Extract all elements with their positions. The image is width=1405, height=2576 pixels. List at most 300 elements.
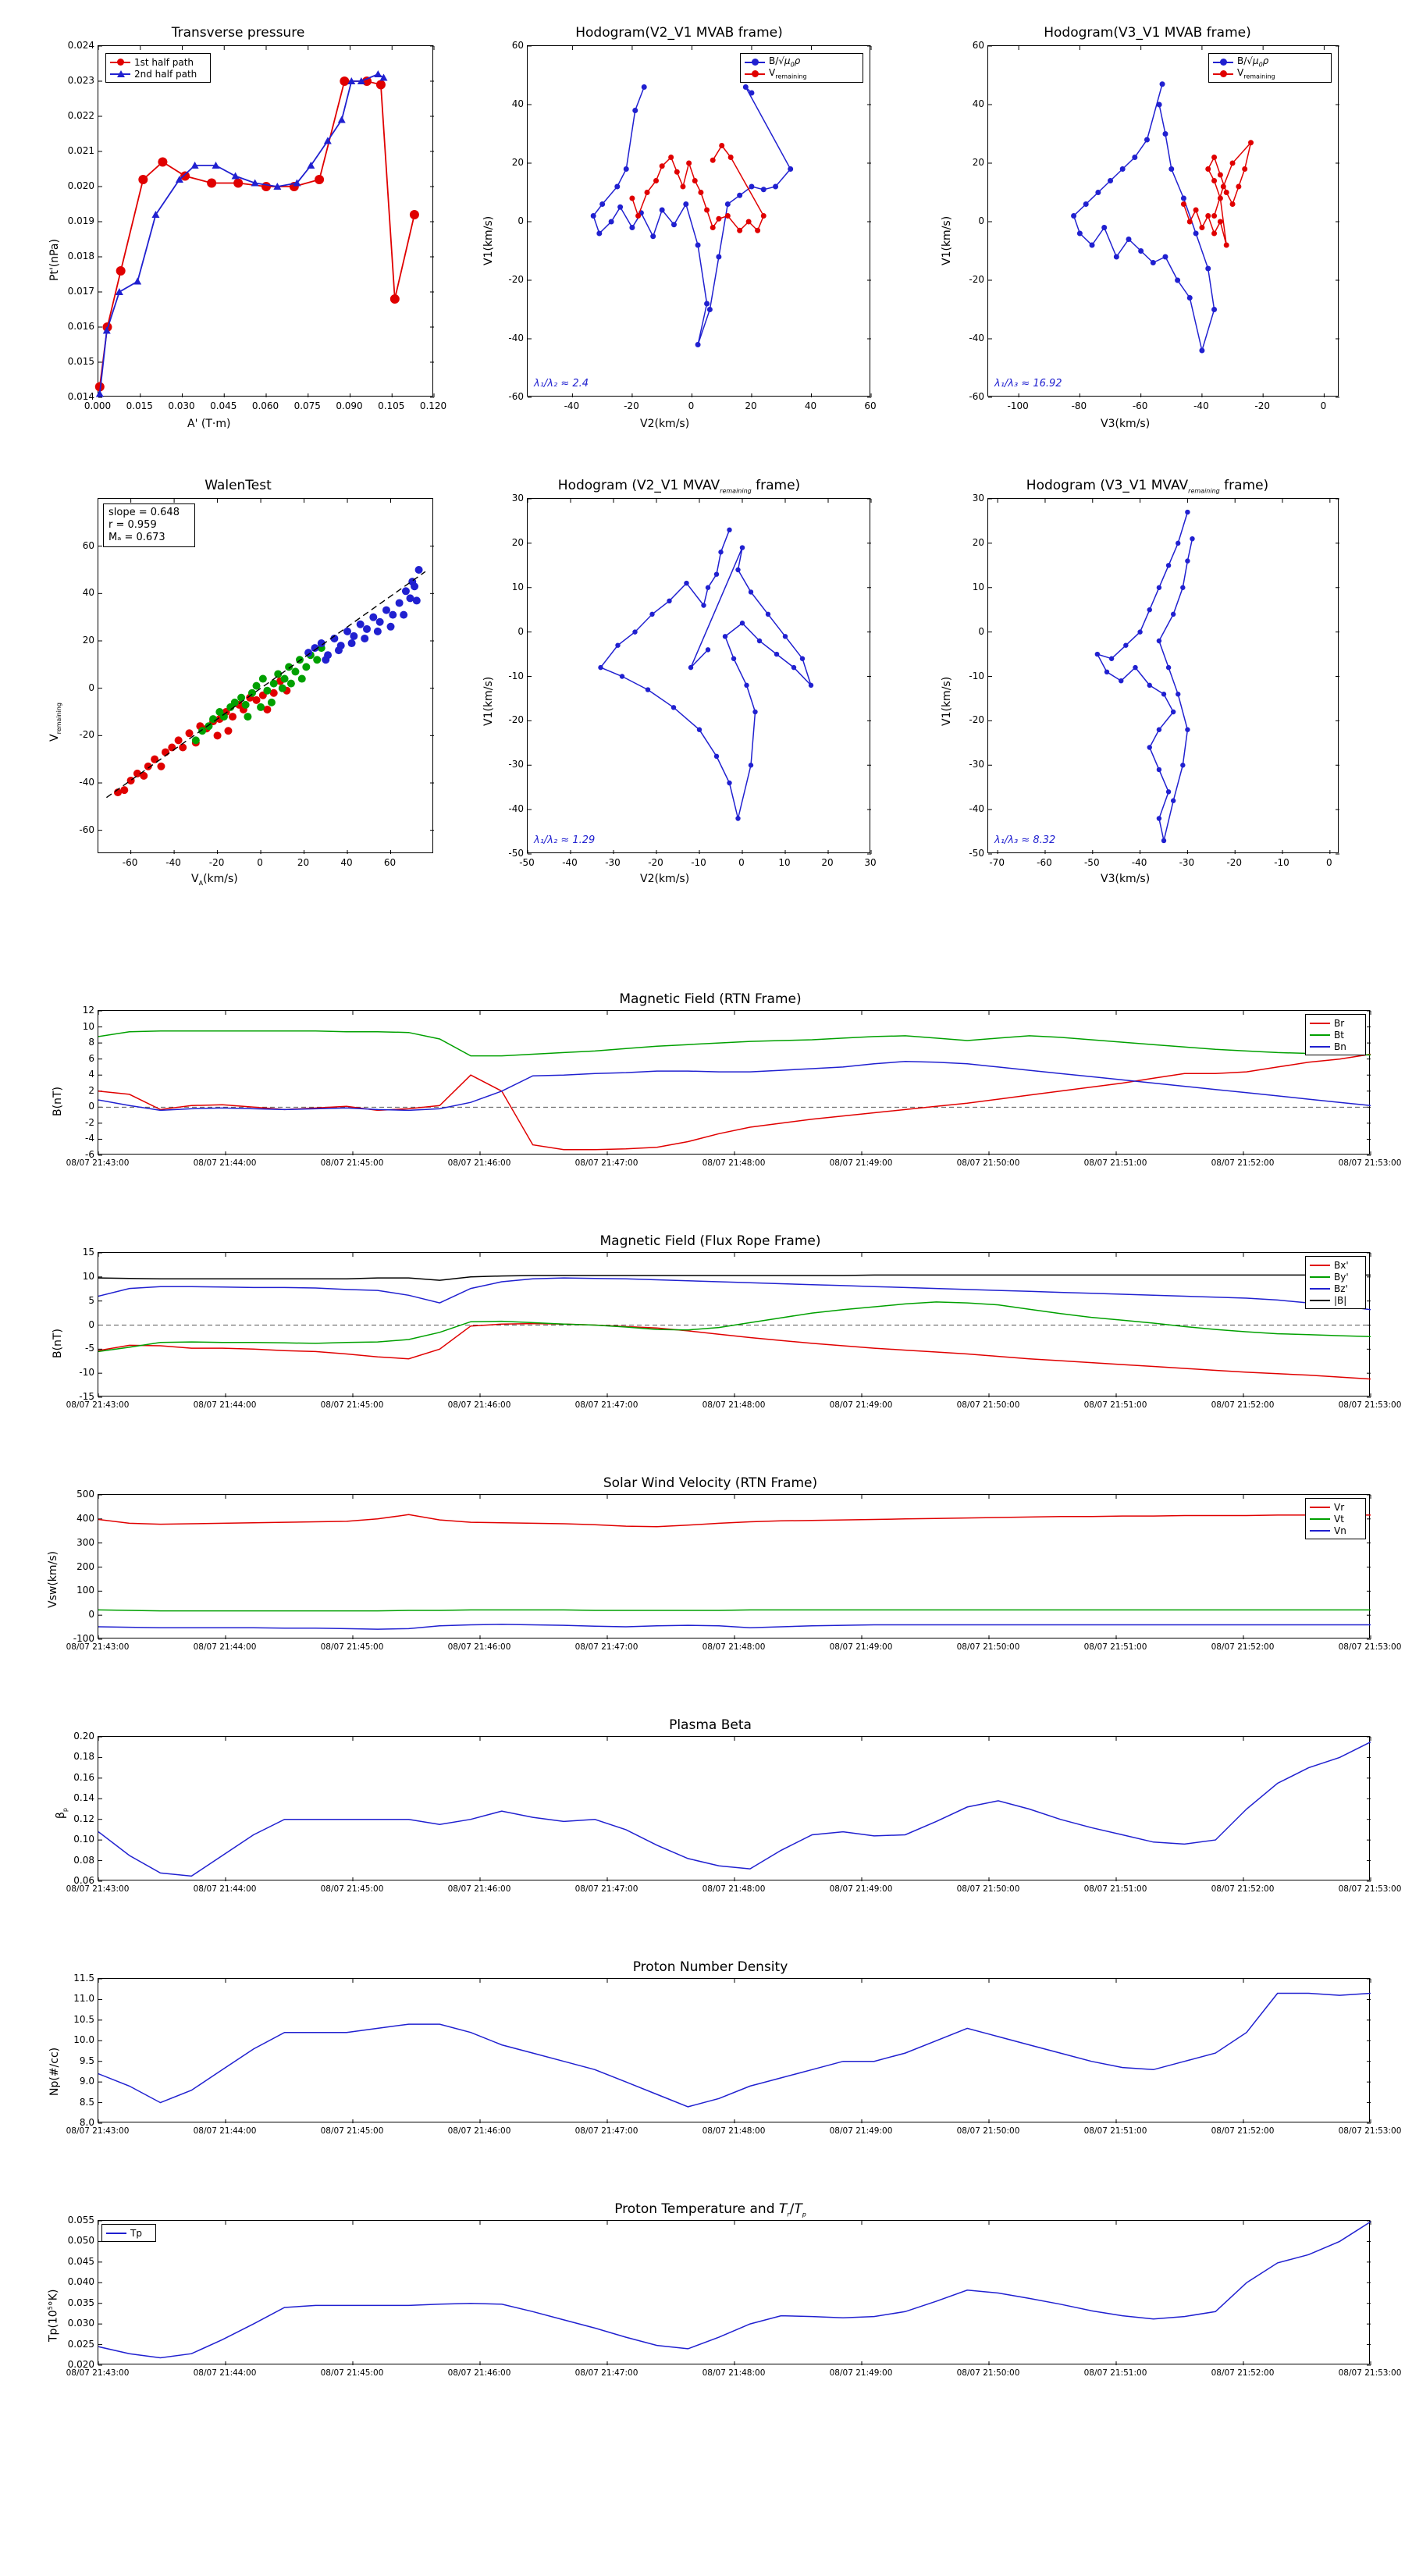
x-tick-label: 08/07 21:48:00 (702, 1400, 766, 1410)
chart-title: Proton Number Density (632, 1959, 788, 1975)
x-tick-label: 08/07 21:46:00 (447, 1158, 511, 1168)
y-tick-label: 10.0 (73, 2034, 94, 2046)
y-axis-label: V1(km/s) (941, 215, 953, 265)
y-tick-label: 0.016 (67, 321, 94, 332)
y-tick-label: 0.035 (67, 2297, 94, 2308)
plot-svg (98, 46, 434, 397)
y-tick-label: -20 (508, 274, 524, 285)
legend-label: Bx' (1334, 1259, 1349, 1271)
y-tick-label: 0 (88, 1101, 94, 1112)
y-tick-label: 9.5 (79, 2055, 94, 2066)
legend-item (1310, 1259, 1361, 1271)
fit-correlation: r = 0.959 (108, 519, 157, 531)
legend-item (1310, 1501, 1361, 1513)
y-tick-label: 0 (978, 215, 984, 226)
y-tick-label: 0.08 (73, 1854, 94, 1866)
chart-title: Magnetic Field (Flux Rope Frame) (599, 1233, 821, 1249)
x-tick-label: 08/07 21:52:00 (1211, 1400, 1275, 1410)
x-tick-label: 0.120 (419, 400, 447, 411)
x-tick-label: 08/07 21:44:00 (193, 1400, 257, 1410)
y-tick-label: -10 (969, 670, 984, 681)
x-tick-label: 0.075 (293, 400, 321, 411)
y-tick-label: -60 (969, 391, 984, 402)
chart-title: Proton Temperature and $T_r/T_p$ (614, 2201, 806, 2218)
x-tick-label: 08/07 21:53:00 (1338, 1400, 1402, 1410)
x-tick-label: 08/07 21:43:00 (66, 1400, 130, 1410)
x-tick-label: 08/07 21:49:00 (829, 1400, 893, 1410)
chart-title: Solar Wind Velocity (RTN Frame) (603, 1475, 818, 1491)
legend-label: $B/√\mu_0\rho$ (769, 55, 801, 69)
x-tick-label: -100 (1007, 400, 1029, 411)
plot-area (98, 1978, 1370, 2122)
legend-item (1213, 68, 1327, 80)
y-tick-label: 0.022 (67, 110, 94, 121)
x-tick-label: 08/07 21:50:00 (956, 1884, 1020, 1894)
x-tick-label: 08/07 21:52:00 (1211, 2126, 1275, 2136)
plot-area (527, 498, 870, 853)
y-tick-label: 0.040 (67, 2276, 94, 2288)
x-tick-label: 08/07 21:50:00 (956, 1158, 1020, 1168)
y-tick-label: -2 (85, 1116, 94, 1128)
y-tick-label: 0.06 (73, 1875, 94, 1886)
y-tick-label: -40 (508, 333, 524, 343)
legend-item (1310, 1294, 1361, 1306)
y-axis-label: B(nT) (52, 1329, 64, 1358)
legend-label: Bt (1334, 1029, 1344, 1041)
y-tick-label: -4 (85, 1133, 94, 1144)
legend-label: Vt (1334, 1513, 1344, 1525)
x-tick-label: 08/07 21:53:00 (1338, 2368, 1402, 2378)
x-tick-label: 08/07 21:51:00 (1083, 1158, 1147, 1168)
x-tick-label: 08/07 21:47:00 (574, 1400, 638, 1410)
legend-item (110, 68, 206, 80)
y-tick-label: 0 (88, 681, 94, 693)
plot-area (98, 2220, 1370, 2364)
x-tick-label: -30 (605, 857, 621, 868)
x-tick-label: 0.015 (126, 400, 153, 411)
x-axis-label: V2(km/s) (640, 418, 690, 430)
plot-area (527, 45, 870, 397)
y-tick-label: -40 (79, 777, 94, 788)
x-tick-label: 08/07 21:53:00 (1338, 2126, 1402, 2136)
legend-item (745, 56, 859, 68)
chart-title: Magnetic Field (RTN Frame) (619, 991, 802, 1007)
chart-hodogram-v2v1-mvab (468, 23, 890, 429)
x-tick-label: -20 (624, 400, 639, 411)
chart-title: Hodogram (V2_V1 $MVAV_{remaining}$ frame) (557, 478, 801, 495)
y-tick-label: 100 (76, 1585, 94, 1596)
x-tick-label: 0.045 (210, 400, 237, 411)
legend (1208, 53, 1332, 83)
x-tick-label: -20 (1226, 857, 1243, 868)
chart-magnetic-field-rtn (31, 991, 1402, 1194)
y-tick-label: 8.0 (79, 2117, 94, 2128)
chart-walen-test (31, 476, 445, 890)
x-tick-label: 08/07 21:48:00 (702, 1884, 766, 1894)
y-tick-label: -60 (508, 391, 524, 402)
chart-hodogram-v3v1-mvav (921, 476, 1374, 890)
chart-title: Hodogram (V3_V1 $MVAV_{remaining}$ frame) (1026, 478, 1269, 495)
chart-solar-wind-velocity-rtn (31, 1475, 1402, 1678)
y-tick-label: 5 (88, 1294, 94, 1306)
x-axis-label: V2(km/s) (640, 873, 690, 885)
y-tick-label: -6 (85, 1149, 94, 1160)
x-tick-label: 08/07 21:49:00 (829, 1884, 893, 1894)
y-tick-label: 10 (972, 581, 984, 592)
x-tick-label: -60 (1037, 857, 1052, 868)
x-tick-label: 08/07 21:49:00 (829, 1158, 893, 1168)
y-tick-label: 0 (518, 215, 524, 226)
y-axis-label: $V_{remaining}$ (48, 703, 62, 742)
x-tick-label: 08/07 21:44:00 (193, 1642, 257, 1652)
y-tick-label: 0.024 (67, 40, 94, 51)
plot-area (987, 45, 1339, 397)
y-tick-label: 400 (76, 1512, 94, 1524)
y-tick-label: 0.16 (73, 1771, 94, 1783)
legend-item (1310, 1017, 1361, 1029)
chart-title: Plasma Beta (669, 1717, 752, 1733)
y-tick-label: -20 (969, 714, 984, 726)
x-tick-label: 08/07 21:46:00 (447, 1642, 511, 1652)
y-tick-label: -15 (79, 1391, 94, 1402)
y-tick-label: -30 (508, 759, 524, 770)
y-tick-label: 0.030 (67, 2318, 94, 2329)
legend-item (1310, 1029, 1361, 1041)
y-tick-label: -40 (969, 333, 984, 343)
x-tick-label: 0 (738, 857, 745, 868)
x-tick-label: 60 (383, 857, 397, 868)
legend (1305, 1014, 1366, 1055)
chart-title: WalenTest (205, 478, 272, 493)
y-tick-label: 0.18 (73, 1751, 94, 1763)
y-axis-label: V1(km/s) (941, 676, 953, 726)
eigenvalue-ratio-annotation: λ₁/λ₂ ≈ 2.4 (534, 378, 589, 390)
x-tick-label: 08/07 21:46:00 (447, 1400, 511, 1410)
x-tick-label: 08/07 21:51:00 (1083, 1884, 1147, 1894)
x-tick-label: 20 (745, 400, 757, 411)
y-tick-label: 9.0 (79, 2076, 94, 2087)
plot-area (98, 45, 433, 397)
chart-transverse-pressure (31, 23, 445, 429)
x-tick-label: 20 (297, 857, 310, 868)
legend-item (106, 2227, 151, 2239)
y-axis-label: V1(km/s) (482, 215, 495, 265)
y-tick-label: 0 (88, 1609, 94, 1621)
legend-swatch-blue (1213, 62, 1233, 63)
legend-label: Bn (1334, 1041, 1346, 1052)
y-tick-label: 12 (82, 1005, 94, 1016)
plot-area (987, 498, 1339, 853)
y-tick-label: 10.5 (73, 2013, 94, 2025)
x-tick-label: -50 (519, 857, 535, 868)
x-tick-label: 60 (864, 400, 877, 411)
x-tick-label: 08/07 21:50:00 (956, 2126, 1020, 2136)
legend-item (1310, 1525, 1361, 1536)
x-tick-label: 08/07 21:43:00 (66, 1642, 130, 1652)
x-tick-label: 40 (340, 857, 353, 868)
x-tick-label: 08/07 21:50:00 (956, 1400, 1020, 1410)
legend-swatch-red (110, 62, 130, 63)
y-tick-label: -30 (969, 759, 984, 770)
legend (740, 53, 863, 83)
y-tick-label: 20 (972, 157, 984, 168)
x-tick-label: 08/07 21:49:00 (829, 1642, 893, 1652)
x-tick-label: 10 (778, 857, 791, 868)
x-tick-label: -20 (1254, 400, 1270, 411)
x-tick-label: 08/07 21:47:00 (574, 1642, 638, 1652)
x-tick-label: -20 (208, 857, 225, 868)
y-tick-label: 6 (88, 1052, 94, 1064)
y-tick-label: 0.050 (67, 2235, 94, 2247)
y-tick-label: 20 (82, 635, 94, 646)
x-tick-label: 08/07 21:53:00 (1338, 1884, 1402, 1894)
y-tick-label: 0.018 (67, 251, 94, 262)
x-tick-label: 08/07 21:43:00 (66, 2368, 130, 2378)
y-tick-label: 10 (82, 1020, 94, 1032)
y-tick-label: 0.20 (73, 1731, 94, 1742)
y-tick-label: 60 (511, 40, 524, 51)
x-tick-label: 0.030 (168, 400, 195, 411)
y-tick-label: 20 (511, 157, 524, 168)
x-tick-label: 08/07 21:51:00 (1083, 2368, 1147, 2378)
legend-label: $B/√\mu_0\rho$ (1237, 55, 1269, 69)
y-axis-label: V1(km/s) (482, 676, 495, 726)
x-axis-label: V3(km/s) (1101, 418, 1151, 430)
x-tick-label: 08/07 21:47:00 (574, 1158, 638, 1168)
plot-area (98, 1494, 1370, 1638)
y-tick-label: 40 (972, 98, 984, 109)
x-tick-label: 08/07 21:48:00 (702, 1158, 766, 1168)
legend (105, 53, 211, 83)
legend-item (1213, 56, 1327, 68)
chart-proton-number-density (31, 1959, 1402, 2162)
y-tick-label: 30 (511, 493, 524, 503)
legend-label: |B| (1334, 1294, 1347, 1306)
y-tick-label: 20 (972, 536, 984, 548)
y-tick-label: 8.5 (79, 2096, 94, 2108)
x-tick-label: 08/07 21:45:00 (320, 2368, 384, 2378)
x-tick-label: 08/07 21:47:00 (574, 2126, 638, 2136)
x-tick-label: 08/07 21:48:00 (702, 1642, 766, 1652)
y-tick-label: 0.055 (67, 2215, 94, 2226)
x-tick-label: 08/07 21:52:00 (1211, 1158, 1275, 1168)
x-tick-label: 08/07 21:46:00 (447, 2126, 511, 2136)
legend-label: Vn (1334, 1525, 1346, 1536)
plot-area (98, 498, 433, 853)
y-tick-label: -20 (79, 729, 94, 741)
x-tick-label: 08/07 21:50:00 (956, 2368, 1020, 2378)
y-tick-label: 8 (88, 1037, 94, 1048)
y-axis-label: B(nT) (52, 1087, 64, 1116)
y-tick-label: -50 (508, 848, 524, 859)
y-tick-label: 4 (88, 1069, 94, 1080)
y-tick-label: 0.12 (73, 1813, 94, 1824)
legend-item (1310, 1513, 1361, 1525)
x-axis-label: V3(km/s) (1101, 873, 1151, 885)
legend-label: Vr (1334, 1501, 1345, 1513)
y-tick-label: 0 (518, 625, 524, 637)
legend-label: $V_{remaining}$ (1237, 67, 1275, 80)
x-tick-label: 08/07 21:52:00 (1211, 1884, 1275, 1894)
x-tick-label: -60 (122, 857, 138, 868)
x-tick-label: 08/07 21:50:00 (956, 1642, 1020, 1652)
x-tick-label: 08/07 21:45:00 (320, 1642, 384, 1652)
y-axis-label: Vsw(km/s) (47, 1550, 59, 1608)
x-tick-label: 0 (1320, 400, 1327, 411)
legend-swatch-blue (110, 73, 130, 75)
y-tick-label: 0.023 (67, 75, 94, 86)
x-tick-label: 30 (864, 857, 877, 868)
x-tick-label: 08/07 21:46:00 (447, 2368, 511, 2378)
legend (1305, 1256, 1366, 1309)
x-tick-label: 0.000 (84, 400, 112, 411)
chart-plasma-beta (31, 1717, 1402, 1920)
y-tick-label: 0.021 (67, 145, 94, 156)
x-tick-label: 08/07 21:44:00 (193, 1158, 257, 1168)
x-tick-label: 08/07 21:44:00 (193, 1884, 257, 1894)
y-tick-label: 10 (82, 1270, 94, 1282)
y-tick-label: -50 (969, 848, 984, 859)
y-tick-label: 40 (511, 98, 524, 109)
y-tick-label: 0.014 (67, 391, 94, 402)
y-tick-label: 0.14 (73, 1792, 94, 1804)
fit-slope: slope = 0.648 (108, 507, 180, 518)
x-tick-label: 0.060 (251, 400, 279, 411)
chart-hodogram-v2v1-mvav (468, 476, 890, 890)
x-tick-label: 08/07 21:52:00 (1211, 1642, 1275, 1652)
y-axis-label: $\beta_p$ (55, 1807, 69, 1819)
y-tick-label: 15 (82, 1247, 94, 1258)
y-tick-label: 0.10 (73, 1834, 94, 1845)
y-tick-label: -5 (85, 1343, 94, 1354)
y-tick-label: 0 (88, 1318, 94, 1330)
x-tick-label: 08/07 21:43:00 (66, 1884, 130, 1894)
x-tick-label: 08/07 21:52:00 (1211, 2368, 1275, 2378)
y-tick-label: 40 (82, 587, 94, 599)
y-tick-label: -60 (79, 824, 94, 835)
x-tick-label: -70 (989, 857, 1005, 868)
x-tick-label: 08/07 21:48:00 (702, 2126, 766, 2136)
y-tick-label: 0.020 (67, 180, 94, 191)
legend-item (1310, 1283, 1361, 1294)
x-tick-label: 0 (688, 400, 695, 411)
y-tick-label: 11.5 (73, 1973, 94, 1984)
x-tick-label: 08/07 21:47:00 (574, 2368, 638, 2378)
chart-hodogram-v3v1-mvab (921, 23, 1374, 429)
x-tick-label: -60 (1132, 400, 1148, 411)
y-tick-label: 60 (82, 539, 94, 551)
x-tick-label: 08/07 21:47:00 (574, 1884, 638, 1894)
x-tick-label: -10 (1274, 857, 1289, 868)
eigenvalue-ratio-annotation: λ₁/λ₃ ≈ 16.92 (994, 378, 1062, 390)
y-tick-label: 10 (511, 581, 524, 592)
y-tick-label: -20 (508, 714, 524, 726)
legend (1305, 1498, 1366, 1539)
chart-title: Hodogram(V3_V1 MVAB frame) (1044, 25, 1251, 41)
legend-item (110, 56, 206, 68)
eigenvalue-ratio-annotation: λ₁/λ₂ ≈ 1.29 (534, 834, 596, 846)
x-tick-label: -40 (165, 857, 181, 868)
legend-item (745, 68, 859, 80)
plot-area (98, 1252, 1370, 1397)
y-tick-label: 0.015 (67, 356, 94, 367)
x-tick-label: 20 (821, 857, 834, 868)
x-tick-label: 08/07 21:49:00 (829, 2368, 893, 2378)
x-tick-label: -30 (1179, 857, 1195, 868)
x-tick-label: -20 (648, 857, 663, 868)
x-tick-label: 08/07 21:49:00 (829, 2126, 893, 2136)
y-tick-label: -40 (508, 803, 524, 815)
x-tick-label: 08/07 21:43:00 (66, 2126, 130, 2136)
legend-label: $V_{remaining}$ (769, 67, 807, 80)
x-tick-label: 08/07 21:45:00 (320, 1400, 384, 1410)
x-tick-label: 08/07 21:53:00 (1338, 1642, 1402, 1652)
y-tick-label: 0.019 (67, 215, 94, 226)
legend-label: 2nd half path (134, 68, 197, 80)
x-tick-label: 08/07 21:46:00 (447, 1884, 511, 1894)
legend-label: Br (1334, 1017, 1345, 1029)
x-tick-label: -40 (562, 857, 578, 868)
x-tick-label: -50 (1083, 857, 1100, 868)
legend-label: 1st half path (134, 56, 194, 68)
y-tick-label: 11.0 (73, 1993, 94, 2005)
y-tick-label: 0.045 (67, 2255, 94, 2267)
y-tick-label: 0.020 (67, 2359, 94, 2370)
x-tick-label: -10 (691, 857, 706, 868)
y-tick-label: 60 (972, 40, 984, 51)
y-tick-label: 500 (76, 1489, 94, 1500)
y-tick-label: -10 (79, 1367, 94, 1379)
x-tick-label: 08/07 21:45:00 (320, 1884, 384, 1894)
x-tick-label: 0 (1326, 857, 1332, 868)
legend-item (1310, 1271, 1361, 1283)
legend-swatch-blue (745, 62, 765, 63)
y-axis-label: $Tp(10^5^\circ K)$ (47, 2289, 60, 2342)
y-axis-label: Pt'(nPa) (48, 239, 61, 281)
y-tick-label: 300 (76, 1536, 94, 1548)
y-tick-label: 200 (76, 1560, 94, 1572)
x-tick-label: 08/07 21:44:00 (193, 2126, 257, 2136)
y-tick-label: -100 (73, 1633, 94, 1644)
legend-label: Bz' (1334, 1283, 1348, 1294)
y-tick-label: -40 (969, 803, 984, 815)
x-tick-label: 0 (257, 857, 263, 868)
chart-proton-temperature (31, 2201, 1402, 2404)
plot-area (98, 1736, 1370, 1880)
y-tick-label: 0 (978, 625, 984, 637)
legend-item (1310, 1041, 1361, 1052)
chart-title: Hodogram(V2_V1 MVAB frame) (575, 25, 783, 41)
x-tick-label: 40 (804, 400, 817, 411)
chart-magnetic-field-flux-rope (31, 1233, 1402, 1436)
legend-label: Tp (130, 2227, 142, 2239)
chart-title: Transverse pressure (171, 25, 305, 41)
legend-swatch-red (1213, 73, 1233, 75)
legend-label: By' (1334, 1271, 1349, 1283)
x-tick-label: 08/07 21:48:00 (702, 2368, 766, 2378)
x-tick-label: 08/07 21:45:00 (320, 1158, 384, 1168)
y-tick-label: 2 (88, 1084, 94, 1096)
y-tick-label: 0.025 (67, 2338, 94, 2350)
legend-swatch-red (745, 73, 765, 75)
fit-alfven-mach: Mₐ = 0.673 (108, 532, 165, 543)
x-tick-label: 08/07 21:43:00 (66, 1158, 130, 1168)
eigenvalue-ratio-annotation: λ₁/λ₃ ≈ 8.32 (994, 834, 1056, 846)
x-tick-label: -80 (1071, 400, 1087, 411)
x-tick-label: -40 (1131, 857, 1147, 868)
legend (101, 2224, 156, 2242)
x-tick-label: 08/07 21:45:00 (320, 2126, 384, 2136)
